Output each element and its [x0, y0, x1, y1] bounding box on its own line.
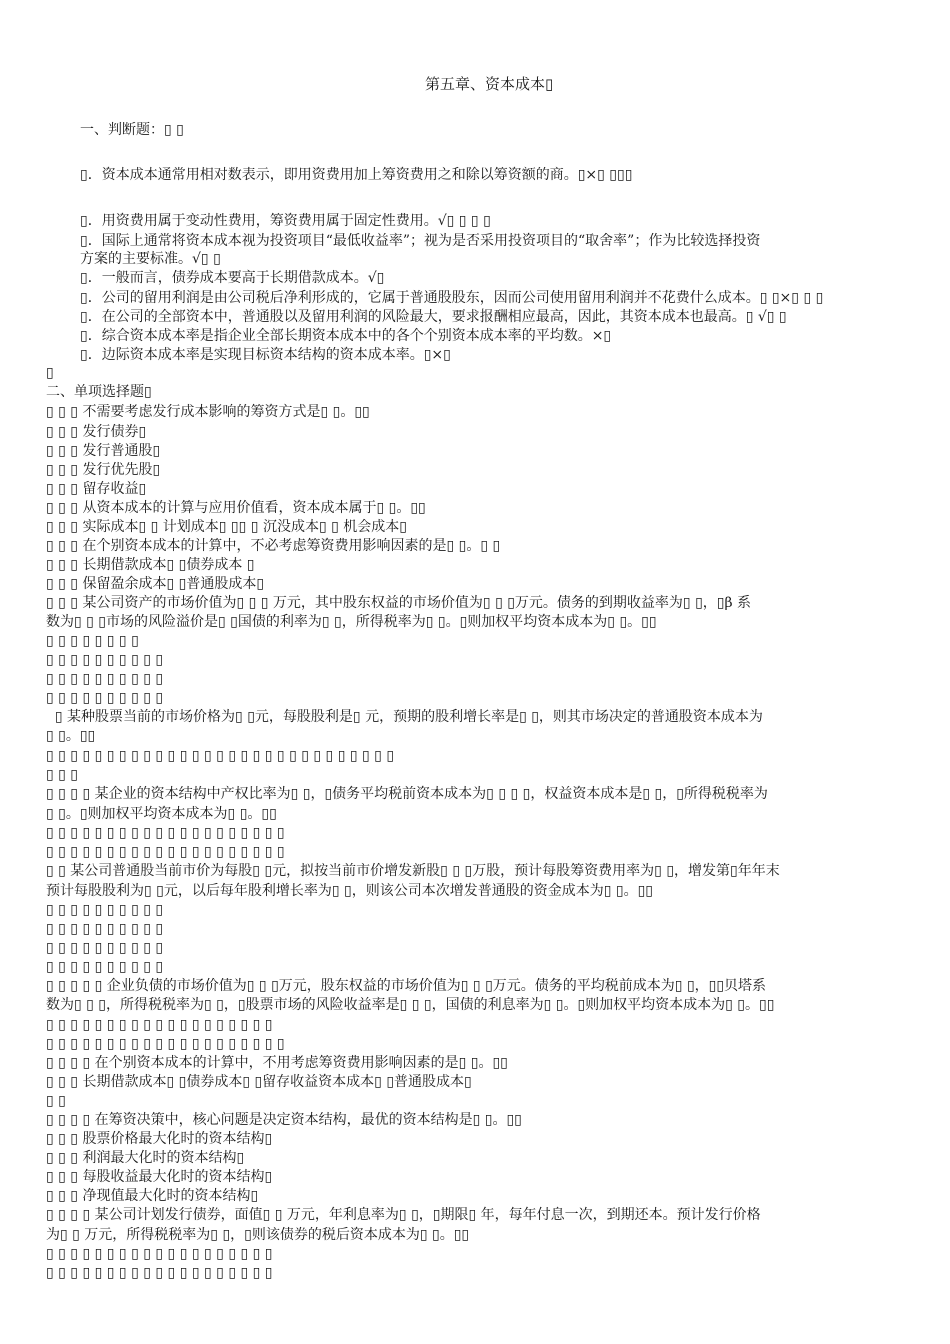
text-line: ▯ ▯ ▯ 发行优先股▯	[46, 462, 161, 478]
text-line: ▯ ▯ ▯ 某公司资产的市场价值为▯ ▯ ▯ 万元，其中股东权益的市场价值为▯ ▯ ▯万元。债务的到期收益率为▯ ▯，▯β 系	[46, 595, 752, 611]
text-line: ▯ ▯ ▯ ▯ 在筹资决策中，核心问题是决定资本结构，最优的资本结构是▯ ▯。▯▯	[46, 1112, 522, 1128]
text-line: ▯ ▯ ▯ ▯ ▯ ▯ ▯ ▯ ▯ ▯	[46, 940, 164, 956]
text-line: ▯ ▯ ▯ ▯ ▯ 企业负债的市场价值为▯ ▯ ▯万元，股东权益的市场价值为▯ ▯ ▯万元。债务的平均税前成本为▯ ▯，▯▯贝塔系	[46, 978, 767, 994]
text-line: ▯ 某种股票当前的市场价格为▯ ▯元，每股股利是▯ 元，预期的股利增长率是▯ ▯，则其市场决定的普通股资本成本为	[46, 709, 763, 725]
text-line: ▯ ▯。▯▯	[46, 728, 96, 744]
text-line: ▯ ▯ ▯ 长期借款成本▯ ▯债券成本▯ ▯留存收益资本成本▯ ▯普通股成本▯	[46, 1074, 472, 1090]
text-line: ▯ ▯	[46, 1093, 66, 1109]
text-line: ▯．在公司的全部资本中，普通股以及留用利润的风险最大，要求报酬相应最高，因此，其资本成本也最高。▯ √▯ ▯	[80, 309, 787, 325]
text-line: ▯ ▯ ▯ ▯ ▯ ▯ ▯ ▯ ▯ ▯ ▯ ▯ ▯ ▯ ▯ ▯ ▯ ▯ ▯ ▯	[46, 1036, 285, 1052]
text-line: ▯ ▯ ▯ 长期借款成本▯ ▯债券成本 ▯	[46, 557, 255, 573]
text-line: ▯ ▯ ▯ ▯ ▯ ▯ ▯ ▯ ▯ ▯ ▯ ▯ ▯ ▯ ▯ ▯ ▯ ▯ ▯	[46, 1017, 273, 1033]
text-line: ▯ ▯ ▯ 利润最大化时的资本结构▯	[46, 1150, 245, 1166]
text-line: 方案的主要标准。√▯ ▯	[80, 251, 221, 267]
text-line: 数为▯ ▯ ▯市场的风险溢价是▯ ▯国债的利率为▯ ▯，所得税率为▯ ▯。▯则加权平均资本成本为▯ ▯。▯▯	[46, 614, 657, 630]
text-line: ▯ ▯ ▯ ▯ ▯ ▯ ▯ ▯ ▯ ▯	[46, 921, 164, 937]
text-line: ▯ ▯ ▯ ▯ ▯ ▯ ▯ ▯ ▯ ▯ ▯ ▯ ▯ ▯ ▯ ▯ ▯ ▯ ▯ ▯ ▯ ▯ ▯ ▯ ▯ ▯ ▯ ▯ ▯	[46, 748, 395, 764]
text-line: ▯ ▯ ▯ 从资本成本的计算与应用价值看，资本成本属于▯ ▯。▯▯	[46, 500, 426, 516]
text-line: ▯ ▯ ▯ ▯ ▯ ▯ ▯ ▯ ▯ ▯ ▯ ▯ ▯ ▯ ▯ ▯ ▯ ▯ ▯	[46, 1265, 273, 1281]
text-line: ▯ ▯。▯则加权平均资本成本为▯ ▯。▯▯	[46, 806, 277, 822]
text-line: ▯ ▯ ▯	[46, 767, 79, 783]
text-line: ▯．公司的留用利润是由公司税后净利形成的，它属于普通股股东，因而公司使用留用利润并不花费什么成本。▯ ▯×▯ ▯ ▯	[80, 290, 824, 306]
text-line: ▯ ▯ ▯ 净现值最大化时的资本结构▯	[46, 1188, 259, 1204]
text-line: ▯ ▯ ▯ ▯ ▯ ▯ ▯ ▯ ▯ ▯ ▯ ▯ ▯ ▯ ▯ ▯ ▯ ▯ ▯ ▯	[46, 844, 285, 860]
text-line: ▯ ▯ 某公司普通股当前市价为每股▯ ▯元，拟按当前市价增发新股▯ ▯ ▯万股，预计每股筹资费用率为▯ ▯，增发第▯年年末	[46, 863, 780, 879]
text-line: ▯ ▯ ▯ ▯ ▯ ▯ ▯ ▯ ▯ ▯ ▯ ▯ ▯ ▯ ▯ ▯ ▯ ▯ ▯	[46, 1246, 273, 1262]
text-line: ▯ ▯ ▯ ▯ ▯ ▯ ▯ ▯ ▯ ▯	[46, 959, 164, 975]
text-line: ▯．边际资本成本率是实现目标资本结构的资本成本率。▯×▯	[80, 347, 451, 363]
text-line: ▯ ▯ ▯ ▯ 某企业的资本结构中产权比率为▯ ▯，▯债务平均税前资本成本为▯ ▯ ▯ ▯，权益资本成本是▯ ▯，▯所得税税率为	[46, 786, 768, 802]
text-line: ▯	[46, 365, 54, 381]
text-line: ▯．资本成本通常用相对数表示，即用资费用加上筹资费用之和除以筹资额的商。▯×▯ ▯▯▯	[80, 167, 633, 183]
text-line: 数为▯ ▯ ▯，所得税税率为▯ ▯，▯股票市场的风险收益率是▯ ▯ ▯，国债的利息率为▯ ▯。▯则加权平均资本成本为▯ ▯。▯▯	[46, 997, 775, 1013]
text-line: ▯ ▯ ▯ ▯ ▯ ▯ ▯ ▯ ▯ ▯	[46, 902, 164, 918]
text-line: ▯ ▯ ▯ 发行普通股▯	[46, 443, 161, 459]
text-line: ▯ ▯ ▯ ▯ ▯ ▯ ▯ ▯ ▯ ▯ ▯ ▯ ▯ ▯ ▯ ▯ ▯ ▯ ▯ ▯	[46, 825, 285, 841]
text-line: ▯ ▯ ▯ 发行债券▯	[46, 424, 147, 440]
section-heading-judgment: 一、判断题：▯ ▯	[80, 122, 184, 138]
text-line: ▯ ▯ ▯ ▯ 某公司计划发行债券，面值▯ ▯ 万元，年利息率为▯ ▯，▯期限▯ 年，每年付息一次，到期还本。预计发行价格	[46, 1207, 761, 1223]
text-line: ▯ ▯ ▯ 股票价格最大化时的资本结构▯	[46, 1131, 273, 1147]
text-line: ▯．用资费用属于变动性费用，筹资费用属于固定性费用。√▯ ▯ ▯ ▯	[80, 213, 491, 229]
text-line: ▯ ▯ ▯ ▯ ▯ ▯ ▯ ▯ ▯ ▯	[46, 671, 164, 687]
text-line: 预计每股股利为▯ ▯元，以后每年股利增长率为▯ ▯，则该公司本次增发普通股的资金成本为▯ ▯。▯▯	[46, 883, 653, 899]
text-line: 为▯ ▯ 万元，所得税税率为▯ ▯，▯则该债券的税后资本成本为▯ ▯。▯▯	[46, 1227, 470, 1243]
text-line: ▯ ▯ ▯ 留存收益▯	[46, 481, 147, 497]
text-line: ▯．一般而言，债券成本要高于长期借款成本。√▯	[80, 270, 385, 286]
text-line: ▯ ▯ ▯ 实际成本▯ ▯ 计划成本▯ ▯▯ ▯ 沉没成本▯ ▯ 机会成本▯	[46, 519, 407, 535]
text-line: ▯ ▯ ▯ 每股收益最大化时的资本结构▯	[46, 1169, 273, 1185]
text-line: ▯．综合资本成本率是指企业全部长期资本成本中的各个个别资本成本率的平均数。×▯	[80, 328, 612, 344]
text-line: ▯ ▯ ▯ 在个别资本成本的计算中，不必考虑筹资费用影响因素的是▯ ▯。▯ ▯	[46, 538, 501, 554]
text-line: ▯ ▯ ▯ ▯ ▯ ▯ ▯ ▯	[46, 633, 139, 649]
page-title: 第五章、资本成本▯	[425, 75, 554, 93]
text-line: ▯ ▯ ▯ 保留盈余成本▯ ▯普通股成本▯	[46, 576, 265, 592]
text-line: ▯．国际上通常将资本成本视为投资项目“最低收益率”；视为是否采用投资项目的“取舍率”；作为比较选择投资	[80, 233, 761, 249]
text-line: ▯ ▯ ▯ 不需要考虑发行成本影响的筹资方式是▯ ▯。▯▯	[46, 404, 370, 420]
text-line: ▯ ▯ ▯ ▯ 在个别资本成本的计算中，不用考虑筹资费用影响因素的是▯ ▯。▯▯	[46, 1055, 508, 1071]
section-heading-choice: 二、单项选择题▯	[46, 384, 152, 400]
text-line: ▯ ▯ ▯ ▯ ▯ ▯ ▯ ▯ ▯ ▯	[46, 690, 164, 706]
text-line: ▯ ▯ ▯ ▯ ▯ ▯ ▯ ▯ ▯ ▯	[46, 652, 164, 668]
